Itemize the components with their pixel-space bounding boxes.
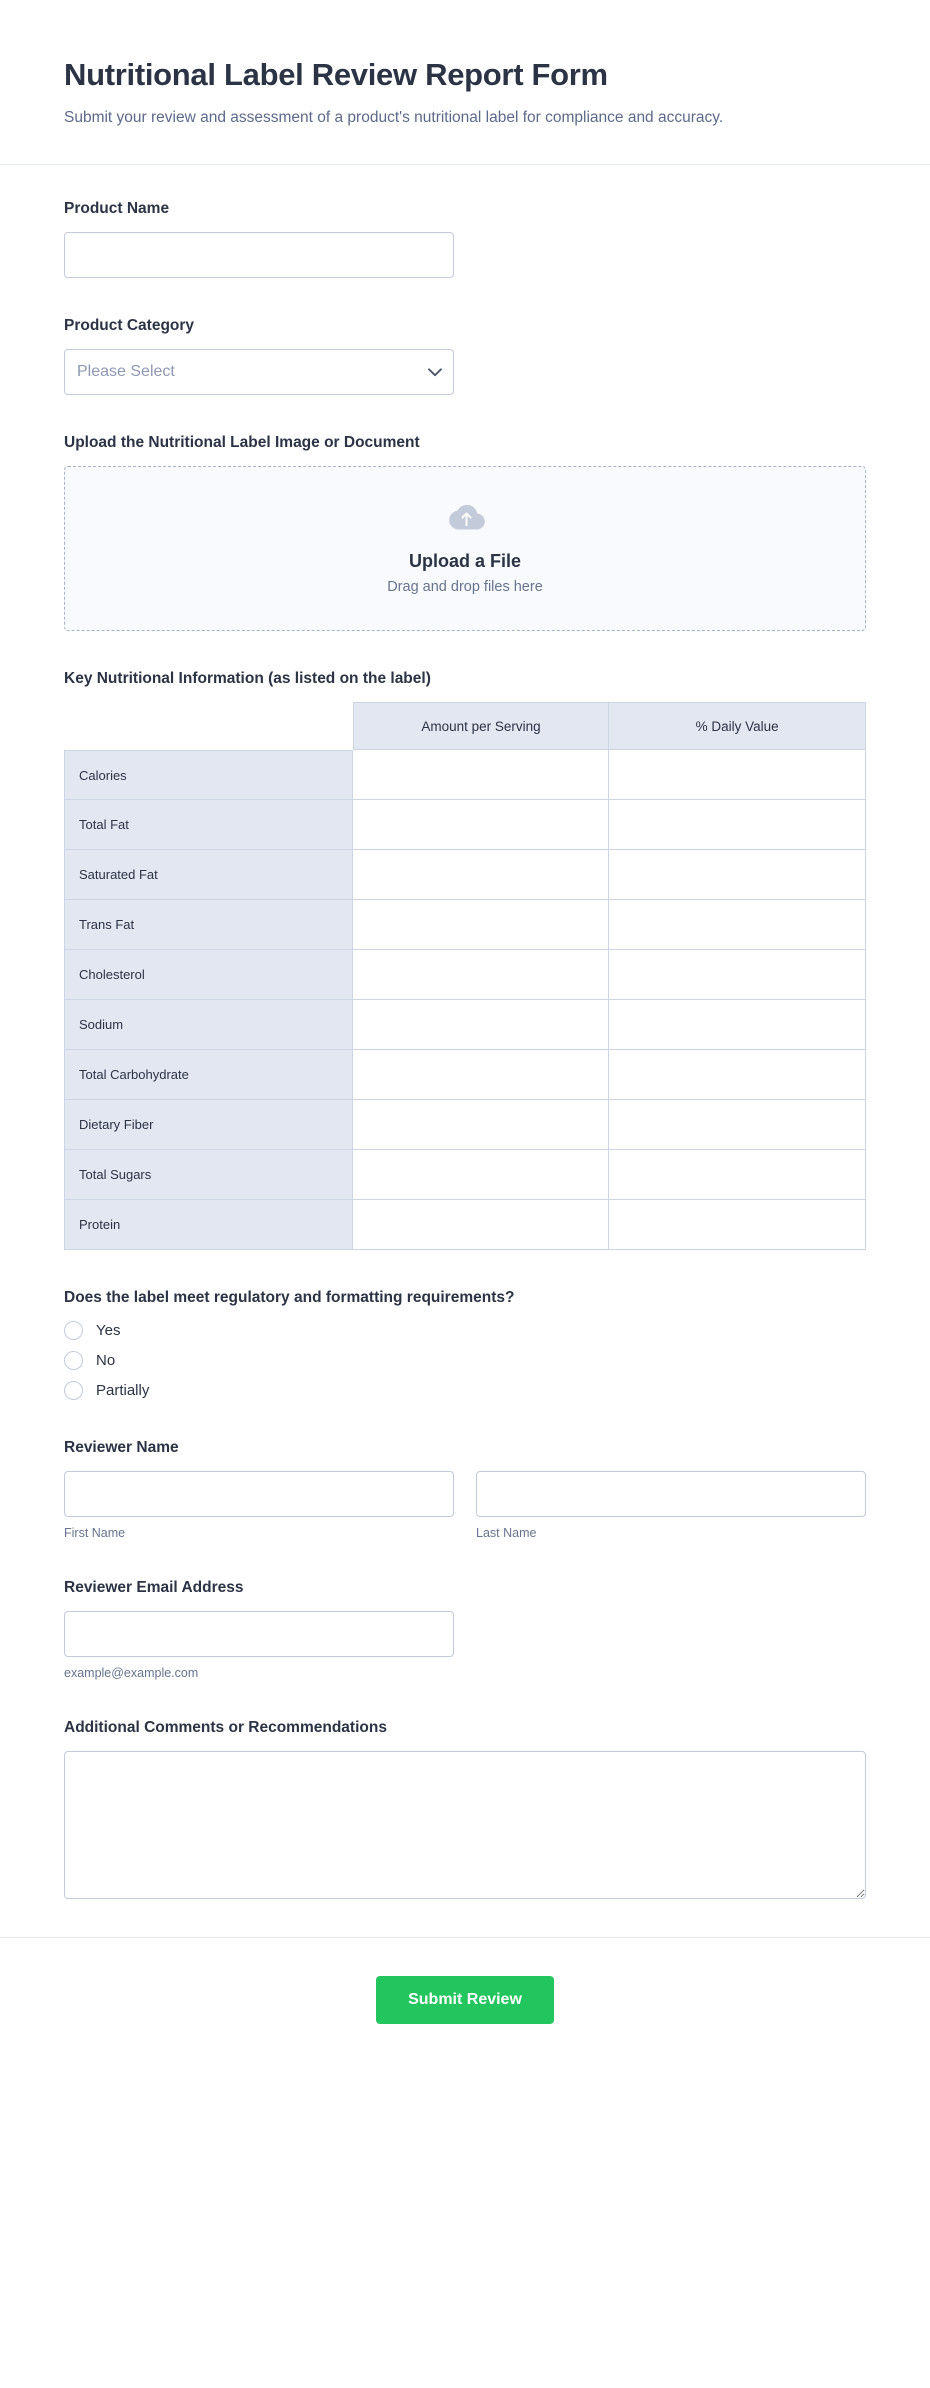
- first-name-input[interactable]: [64, 1471, 454, 1517]
- daily-value-input[interactable]: [609, 800, 865, 849]
- form-header: [0, 0, 930, 165]
- amount-per-serving-input-cell: [353, 750, 610, 800]
- table-row: [64, 1050, 866, 1100]
- product-category-label: Product Category: [64, 317, 195, 335]
- nutrition-table-header-row: [64, 702, 866, 750]
- last-name-input[interactable]: [476, 1471, 866, 1517]
- amount-per-serving-input-cell: [353, 1200, 610, 1250]
- table-row: [64, 1000, 866, 1050]
- daily-value-input-cell: [609, 850, 866, 900]
- daily-value-input-cell: [609, 1200, 866, 1250]
- upload-subtitle: Drag and drop files here: [387, 579, 543, 596]
- daily-value-input[interactable]: [609, 900, 865, 949]
- product-name-label: Product Name: [64, 200, 170, 218]
- amount-per-serving-input-cell: [353, 900, 610, 950]
- daily-value-input[interactable]: [609, 950, 865, 999]
- reviewer-name-label: Reviewer Name: [64, 1439, 179, 1457]
- table-row: [64, 1100, 866, 1150]
- radio-button-icon[interactable]: [64, 1381, 83, 1400]
- last-name-column: [476, 1471, 866, 1540]
- amount-per-serving-input[interactable]: [353, 950, 609, 999]
- comments-textarea[interactable]: [64, 1751, 866, 1899]
- upload-field: [64, 433, 866, 631]
- nutrition-table-label: Key Nutritional Information (as listed on the label): [64, 670, 431, 688]
- amount-per-serving-input-cell: [353, 1050, 610, 1100]
- amount-per-serving-input[interactable]: [353, 750, 609, 799]
- compliance-options: [64, 1321, 866, 1400]
- page-subtitle: Submit your review and assessment of a product's nutritional label for compliance and accuracy.: [64, 109, 724, 127]
- file-upload-dropzone[interactable]: [64, 466, 866, 631]
- nutrient-name-cell: Dietary Fiber: [64, 1100, 353, 1150]
- product-category-select-wrap: [64, 349, 454, 395]
- cloud-upload-icon: [444, 502, 486, 537]
- daily-value-input-cell: [609, 900, 866, 950]
- reviewer-email-input[interactable]: [64, 1611, 454, 1657]
- nutrient-name-cell: Trans Fat: [64, 900, 353, 950]
- daily-value-input[interactable]: [609, 1100, 865, 1149]
- amount-per-serving-input[interactable]: [353, 1150, 609, 1199]
- amount-per-serving-input-cell: [353, 1000, 610, 1050]
- compliance-option-partially[interactable]: [64, 1381, 866, 1400]
- reviewer-name-field: [64, 1438, 866, 1540]
- nutrient-name-cell: Total Sugars: [64, 1150, 353, 1200]
- amount-per-serving-input[interactable]: [353, 1200, 609, 1249]
- comments-label: Additional Comments or Recommendations: [64, 1718, 387, 1736]
- product-name-field: [64, 199, 866, 278]
- amount-per-serving-input[interactable]: [353, 800, 609, 849]
- page-title: Nutritional Label Review Report Form: [64, 57, 608, 92]
- amount-per-serving-input-cell: [353, 950, 610, 1000]
- amount-per-serving-input[interactable]: [353, 900, 609, 949]
- table-row: [64, 950, 866, 1000]
- daily-value-input-cell: [609, 1050, 866, 1100]
- amount-per-serving-input-cell: [353, 1150, 610, 1200]
- nutrient-name-cell: Total Carbohydrate: [64, 1050, 353, 1100]
- first-name-column: [64, 1471, 454, 1540]
- form-footer: [0, 1937, 930, 2070]
- table-row: [64, 900, 866, 950]
- amount-per-serving-input-cell: [353, 1100, 610, 1150]
- amount-per-serving-input[interactable]: [353, 1000, 609, 1049]
- nutrition-table-corner-cell: [64, 702, 353, 750]
- amount-per-serving-input[interactable]: [353, 850, 609, 899]
- upload-label: Upload the Nutritional Label Image or Document: [64, 434, 420, 452]
- daily-value-input[interactable]: [609, 1050, 865, 1099]
- submit-review-button[interactable]: Submit Review: [376, 1976, 554, 2024]
- daily-value-input-cell: [609, 1100, 866, 1150]
- daily-value-input[interactable]: [609, 1000, 865, 1049]
- table-row: [64, 850, 866, 900]
- daily-value-input[interactable]: [609, 750, 865, 799]
- compliance-option-yes[interactable]: [64, 1321, 866, 1340]
- radio-button-icon[interactable]: [64, 1351, 83, 1370]
- product-category-field: [64, 316, 866, 395]
- compliance-option-label: Partially: [96, 1382, 150, 1400]
- column-header-amount-per-serving: Amount per Serving: [353, 702, 610, 750]
- compliance-label: Does the label meet regulatory and formatting requirements?: [64, 1289, 515, 1307]
- amount-per-serving-input[interactable]: [353, 1100, 609, 1149]
- nutrient-name-cell: Calories: [64, 750, 353, 800]
- daily-value-input-cell: [609, 800, 866, 850]
- nutrient-name-cell: Saturated Fat: [64, 850, 353, 900]
- amount-per-serving-input-cell: [353, 800, 610, 850]
- daily-value-input[interactable]: [609, 850, 865, 899]
- amount-per-serving-input[interactable]: [353, 1050, 609, 1099]
- reviewer-email-field: [64, 1578, 866, 1680]
- radio-button-icon[interactable]: [64, 1321, 83, 1340]
- comments-field: [64, 1718, 866, 1899]
- compliance-option-no[interactable]: [64, 1351, 866, 1370]
- column-header-daily-value: % Daily Value: [609, 702, 866, 750]
- compliance-option-label: Yes: [96, 1322, 121, 1340]
- reviewer-name-row: [64, 1471, 866, 1540]
- nutrition-table-field: [64, 669, 866, 1250]
- nutrition-table-body: [64, 750, 866, 1250]
- compliance-field: [64, 1288, 866, 1400]
- daily-value-input-cell: [609, 1000, 866, 1050]
- nutrient-name-cell: Cholesterol: [64, 950, 353, 1000]
- table-row: [64, 800, 866, 850]
- form-body: [0, 165, 930, 1898]
- product-name-input[interactable]: [64, 232, 454, 278]
- daily-value-input-cell: [609, 750, 866, 800]
- reviewer-email-hint: example@example.com: [64, 1665, 199, 1680]
- daily-value-input-cell: [609, 950, 866, 1000]
- nutrition-table: [64, 702, 866, 1250]
- daily-value-input[interactable]: [609, 1200, 865, 1249]
- compliance-option-label: No: [96, 1352, 116, 1370]
- last-name-sublabel: Last Name: [476, 1525, 537, 1540]
- nutrient-name-cell: Protein: [64, 1200, 353, 1250]
- daily-value-input[interactable]: [609, 1150, 865, 1199]
- amount-per-serving-input-cell: [353, 850, 610, 900]
- nutrient-name-cell: Sodium: [64, 1000, 353, 1050]
- daily-value-input-cell: [609, 1150, 866, 1200]
- table-row: [64, 1150, 866, 1200]
- nutrient-name-cell: Total Fat: [64, 800, 353, 850]
- product-category-select[interactable]: Please Select: [64, 349, 454, 395]
- upload-title: Upload a File: [408, 551, 522, 572]
- first-name-sublabel: First Name: [64, 1525, 126, 1540]
- table-row: [64, 750, 866, 800]
- nutrition-table-head: [64, 702, 866, 750]
- table-row: [64, 1200, 866, 1250]
- reviewer-email-label: Reviewer Email Address: [64, 1578, 244, 1596]
